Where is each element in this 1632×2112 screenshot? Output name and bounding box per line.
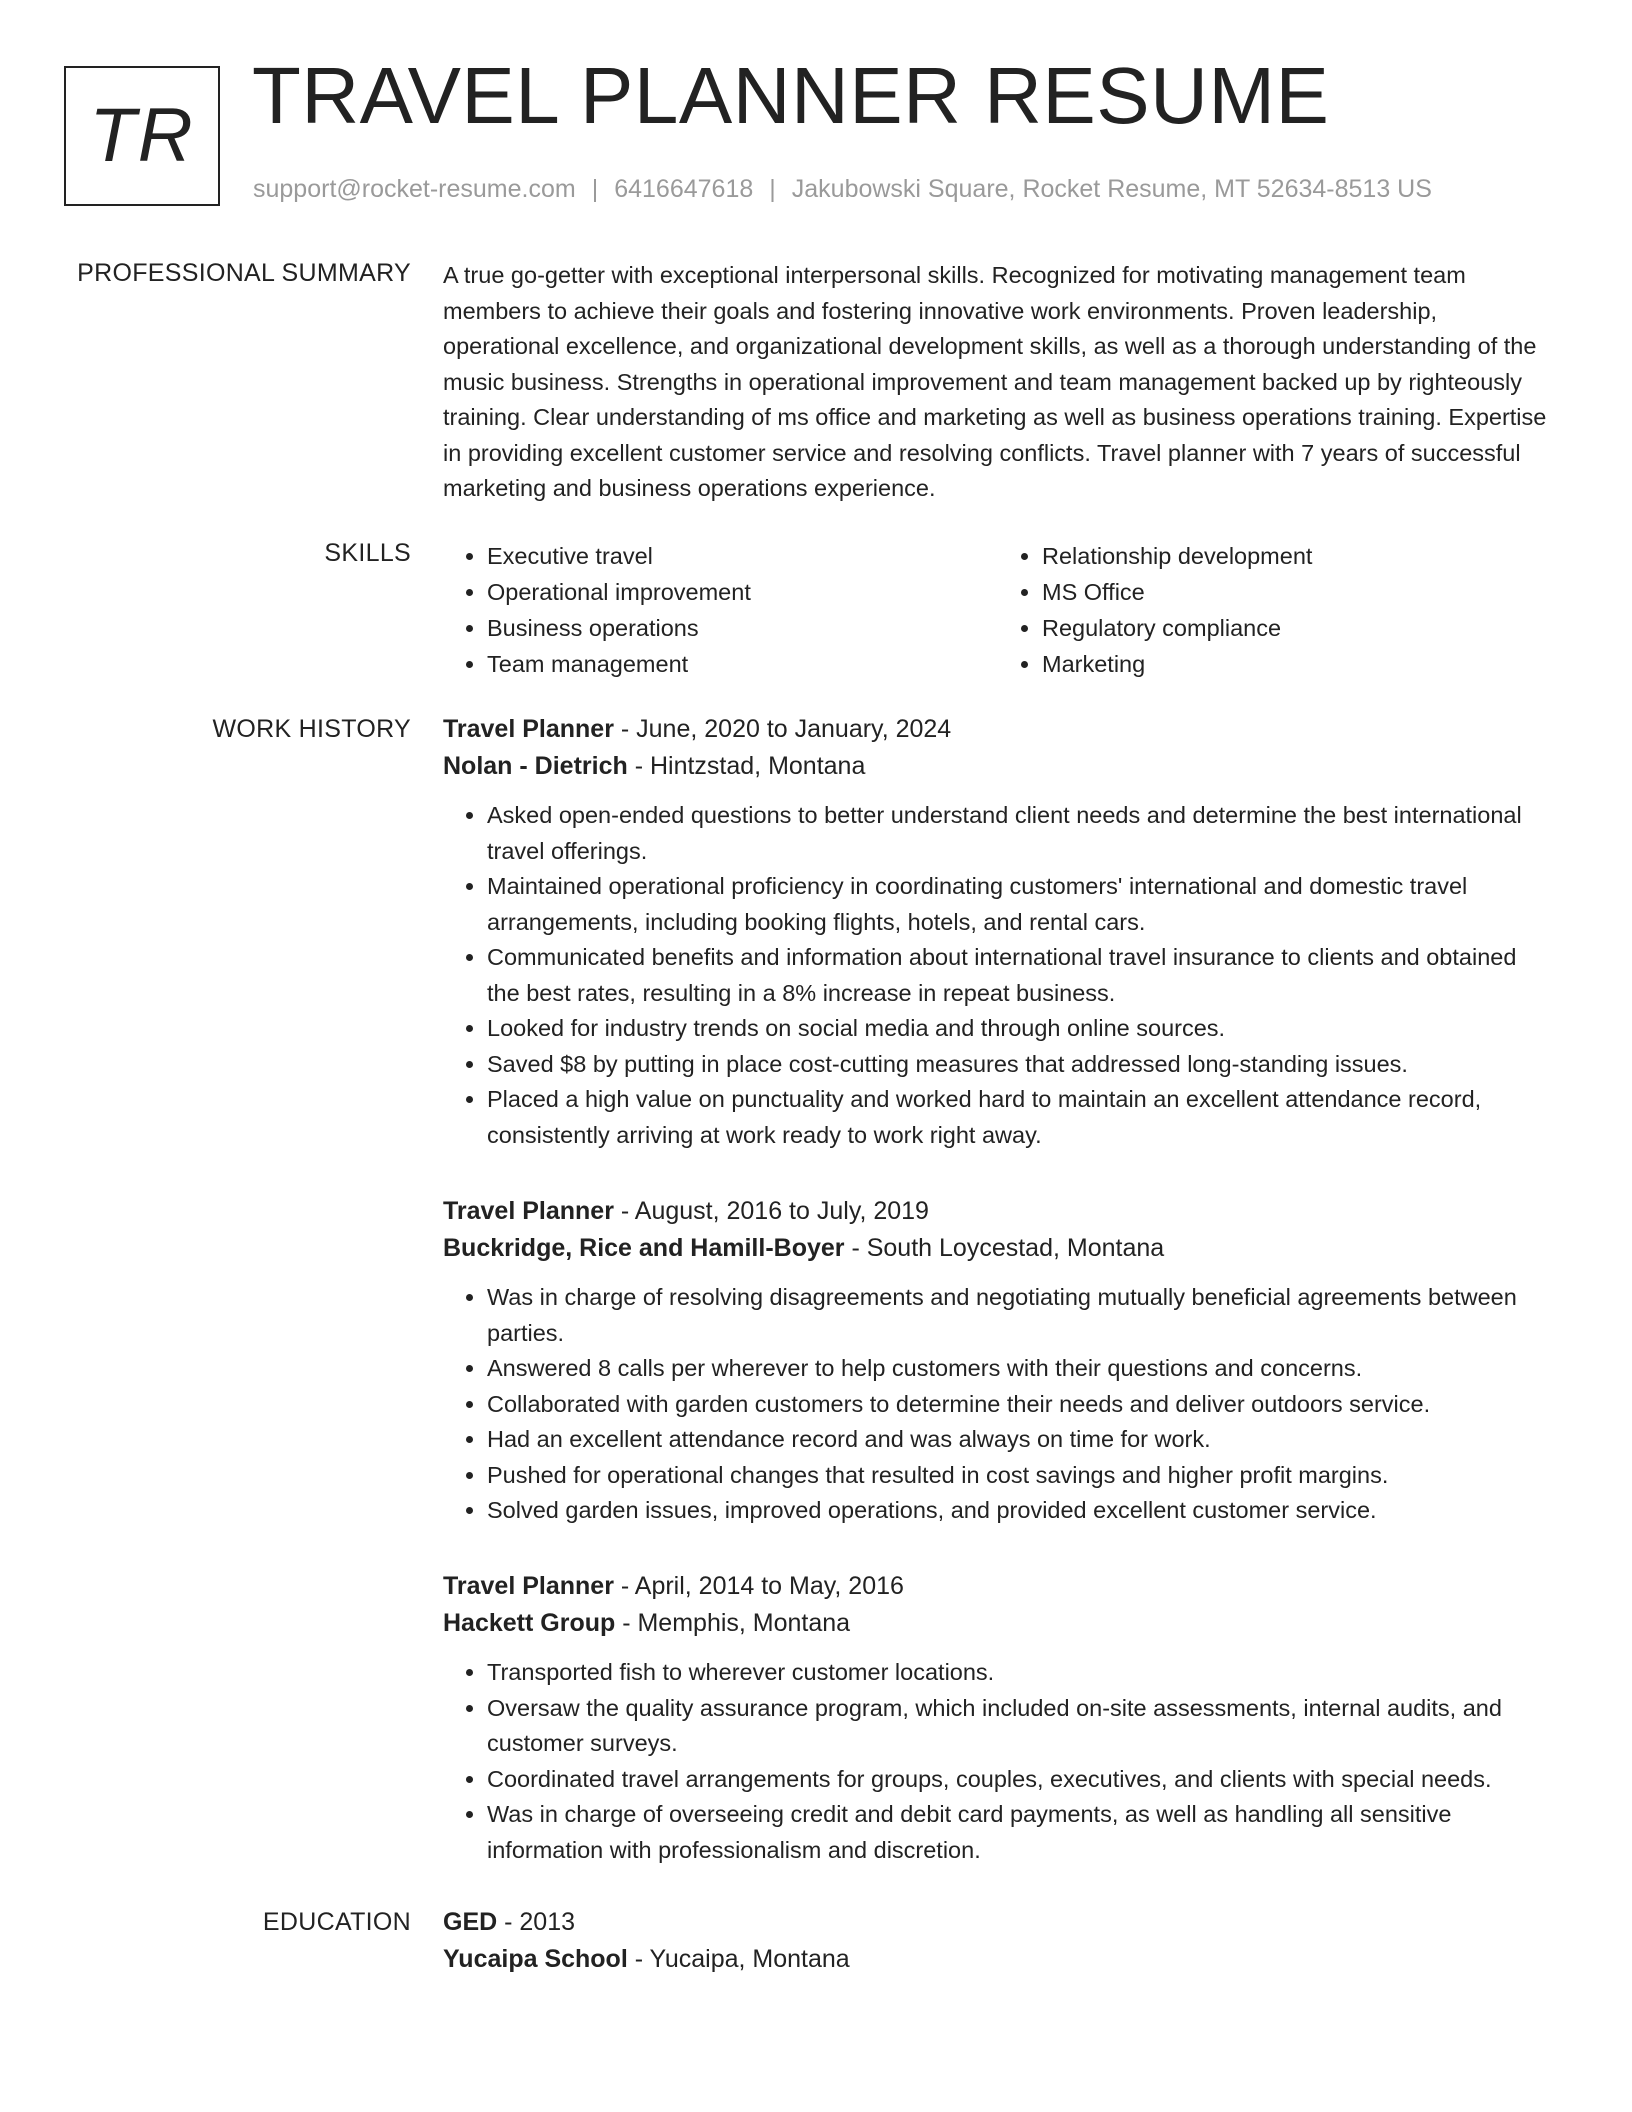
skill-item: • MS Office — [1042, 574, 1553, 610]
job-location: - Hintzstad, Montana — [627, 752, 866, 780]
job-entry — [443, 1568, 1553, 1868]
job-bullet: • Answered 8 calls per wherever to help customers with their questions and concerns. — [487, 1351, 1553, 1387]
job-bullet: • Transported fish to wherever customer locations. — [487, 1655, 1553, 1691]
job-bullet: • Oversaw the quality assurance program, which included on-site assessments, internal audits, and customer surveys. — [487, 1691, 1553, 1762]
skills-list-left — [443, 538, 998, 682]
contact-email: support@rocket-resume.com — [253, 175, 576, 203]
education-degree-line — [443, 1904, 1553, 1941]
summary-body — [443, 258, 1553, 507]
monogram-box — [64, 66, 220, 206]
job-bullet: • Maintained operational proficiency in coordinating customers' international and domestic travel arrangements, including booking flights, hotels, and rental cars. — [487, 869, 1553, 940]
skills-columns — [443, 538, 1553, 682]
job-bullet: • Was in charge of resolving disagreements and negotiating mutually beneficial agreements between parties. — [487, 1280, 1553, 1351]
section-label-education: EDUCATION — [262, 1908, 411, 1936]
job-location: - South Loycestad, Montana — [844, 1234, 1165, 1262]
education-school: Yucaipa School — [443, 1945, 628, 1973]
job-dates: - June, 2020 to January, 2024 — [613, 715, 952, 743]
contact-address: Jakubowski Square, Rocket Resume, MT 52634-8513 US — [791, 175, 1432, 203]
job-title: Travel Planner — [443, 715, 614, 743]
job-entry — [443, 1193, 1553, 1529]
job-bullet-list — [443, 1655, 1553, 1868]
job-title: Travel Planner — [443, 1197, 614, 1225]
section-label-skills: SKILLS — [324, 539, 411, 567]
job-company-line — [443, 1605, 1553, 1642]
resume-title: TRAVEL PLANNER RESUME — [252, 51, 1330, 140]
education-location: - Yucaipa, Montana — [627, 1945, 850, 1973]
skills-list-right — [998, 538, 1553, 682]
skill-item: • Operational improvement — [487, 574, 998, 610]
skills-body — [443, 538, 1553, 682]
job-bullet: • Solved garden issues, improved operations, and provided excellent customer service. — [487, 1493, 1553, 1529]
job-company: Hackett Group — [443, 1609, 616, 1637]
job-location: - Memphis, Montana — [615, 1609, 851, 1637]
education-year: - 2013 — [497, 1908, 576, 1936]
job-title-line — [443, 711, 1553, 748]
job-company: Nolan - Dietrich — [443, 752, 628, 780]
job-bullet-list — [443, 1280, 1553, 1529]
skill-item: • Regulatory compliance — [1042, 610, 1553, 646]
job-bullet: • Communicated benefits and information about international travel insurance to clients and obtained the best rates, resulting in a 8% increase in repeat business. — [487, 940, 1553, 1011]
job-bullet: • Placed a high value on punctuality and worked hard to maintain an excellent attendance record, consistently arriving at work ready to work right away. — [487, 1082, 1553, 1153]
job-bullet: • Asked open-ended questions to better understand client needs and determine the best international travel offerings. — [487, 798, 1553, 869]
job-dates: - August, 2016 to July, 2019 — [613, 1197, 929, 1225]
job-title-line — [443, 1193, 1553, 1230]
job-title: Travel Planner — [443, 1572, 614, 1600]
section-label-work-history: WORK HISTORY — [212, 715, 411, 743]
job-bullet: • Coordinated travel arrangements for groups, couples, executives, and clients with special needs. — [487, 1762, 1553, 1798]
monogram-initials: TR — [89, 93, 195, 178]
job-entry — [443, 711, 1553, 1153]
contact-separator: | — [769, 175, 776, 203]
education-degree: GED — [443, 1908, 498, 1936]
summary-text: A true go-getter with exceptional interpersonal skills. Recognized for motivating management team members to achieve their goals and fostering innovative work environments. Proven leadership, operational excellence, and organizational development skills, as well as a thorough understanding of the music business. Strengths in operational improvement and team management backed up by righteously training. Clear understanding of ms office and marketing as well as business operations training. Expertise in providing excellent customer service and resolving conflicts. Travel planner with 7 years of successful marketing and business operations experience. — [443, 262, 1547, 501]
job-bullet: • Collaborated with garden customers to determine their needs and deliver outdoors service. — [487, 1387, 1553, 1423]
job-dates: - April, 2014 to May, 2016 — [613, 1572, 904, 1600]
job-bullet: • Saved $8 by putting in place cost-cutting measures that addressed long-standing issues. — [487, 1047, 1553, 1083]
skill-item: • Executive travel — [487, 538, 998, 574]
skill-item: • Team management — [487, 646, 998, 682]
contact-phone: 6416647618 — [614, 175, 754, 203]
contact-separator: | — [591, 175, 599, 203]
job-title-line — [443, 1568, 1553, 1605]
job-bullet: • Was in charge of overseeing credit and debit card payments, as well as handling all sensitive information with professionalism and discretion. — [487, 1797, 1553, 1868]
education-entry — [443, 1904, 1553, 1978]
job-bullet: • Looked for industry trends on social media and through online sources. — [487, 1011, 1553, 1047]
job-company-line — [443, 1230, 1553, 1267]
section-label-summary: PROFESSIONAL SUMMARY — [77, 259, 411, 287]
skill-item: • Marketing — [1042, 646, 1553, 682]
skill-item: • Business operations — [487, 610, 998, 646]
job-bullet: • Had an excellent attendance record and was always on time for work. — [487, 1422, 1553, 1458]
job-company-line — [443, 748, 1553, 785]
job-bullet: • Pushed for operational changes that resulted in cost savings and higher profit margins. — [487, 1458, 1553, 1494]
education-school-line — [443, 1941, 1553, 1978]
contact-line — [253, 174, 1432, 204]
job-bullet-list — [443, 798, 1553, 1153]
skill-item: • Relationship development — [1042, 538, 1553, 574]
job-company: Buckridge, Rice and Hamill-Boyer — [443, 1234, 845, 1262]
